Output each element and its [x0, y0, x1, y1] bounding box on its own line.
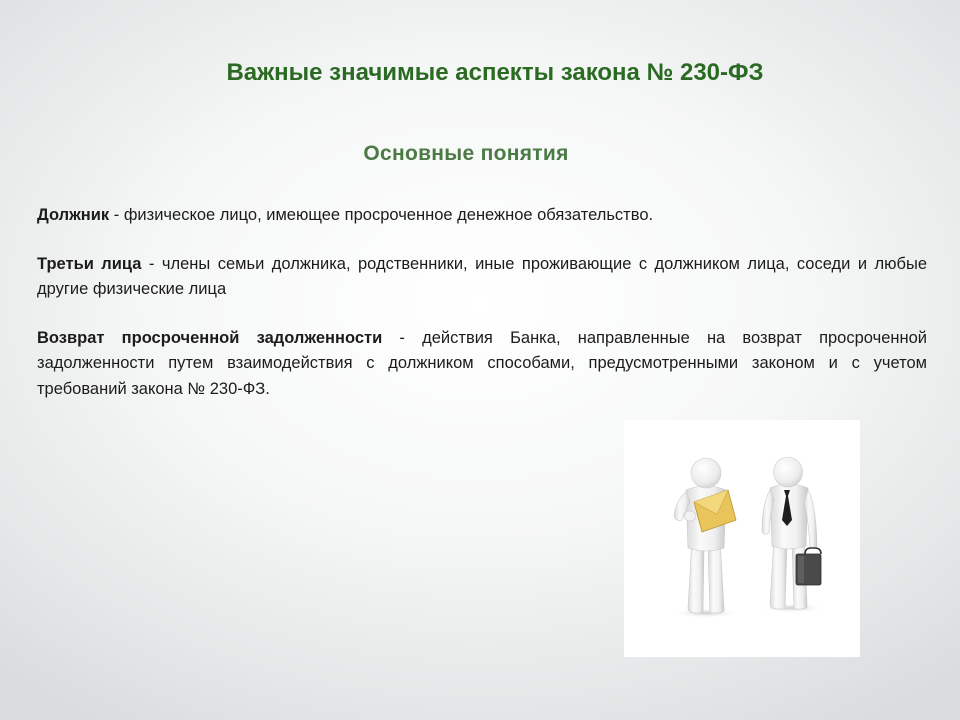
illustration-image: [624, 420, 860, 657]
shadow-right: [760, 603, 824, 613]
two-people-illustration: [624, 420, 860, 657]
shadow-left: [672, 608, 740, 618]
definition-separator: -: [109, 206, 124, 224]
definitions-list: [37, 203, 927, 425]
person-with-envelope-icon: [674, 458, 736, 613]
definition-debt-recovery: [37, 326, 927, 403]
definition-debtor: [37, 203, 927, 229]
definition-term: Должник: [37, 206, 110, 224]
person-with-briefcase-icon: [762, 457, 821, 609]
definition-text: физическое лицо, имеющее просроченное денежное обязательство.: [123, 206, 654, 224]
definition-term: Возврат просроченной задолженности: [37, 328, 383, 347]
definition-text: действия Банка, направленные на возврат просроченной задолженности путем взаимодействия с должником способами, предусмотренными законом и с учетом требований закона № 230-ФЗ.: [37, 328, 927, 398]
definition-term: Третьи лица: [37, 254, 142, 273]
slide-subtitle: Основные понятия: [363, 142, 569, 165]
slide-title: Важные значимые аспекты закона № 230-ФЗ: [226, 59, 764, 86]
definition-separator: -: [382, 328, 423, 347]
definition-separator: -: [141, 254, 162, 273]
definition-text: члены семьи должника, родственники, иные проживающие с должником лица, соседи и любые другие физические лица: [37, 254, 927, 298]
definition-third-parties: [37, 252, 927, 303]
